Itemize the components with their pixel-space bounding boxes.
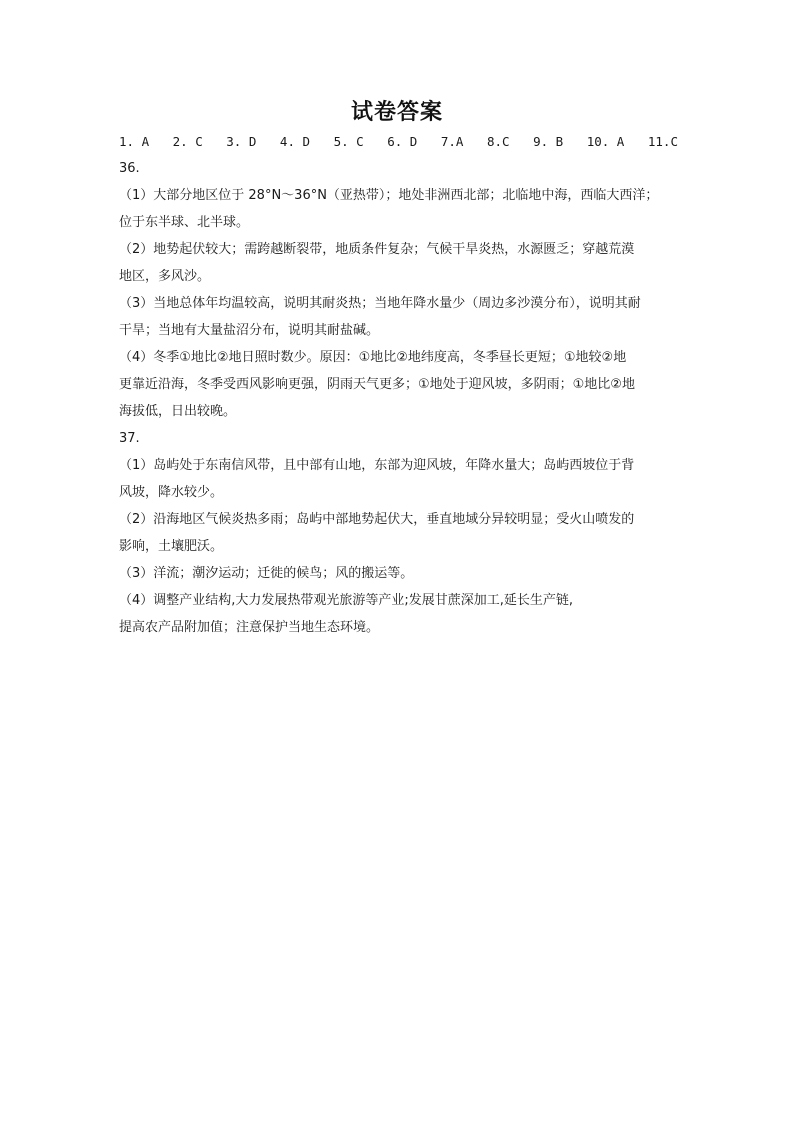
mc-answer: 7.A: [440, 134, 464, 149]
question-36-line: 干旱；当地有大量盐沼分布，说明其耐盐碱。: [119, 323, 380, 338]
mc-answer: 6. D: [387, 134, 418, 149]
mc-answer: 8.C: [486, 134, 510, 149]
question-36-line: （1）大部分地区位于 28°N～36°N（亚热带）；地处非洲西北部；北临地中海，西临大西洋；: [119, 188, 659, 203]
question-36-line: 位于东半球、北半球。: [119, 215, 250, 230]
question-37-line: 提高农产品附加值；注意保护当地生态环境。: [119, 620, 380, 635]
question-37-line: （1）岛屿处于东南信风带，且中部有山地，东部为迎风坡，年降水量大；岛屿西坡位于背: [119, 458, 635, 473]
question-36-line: 海拔低，日出较晚。: [119, 404, 237, 419]
mc-answer: 5. C: [333, 134, 364, 149]
mc-answer: 11.C: [647, 134, 678, 149]
mc-answer: 3. D: [226, 134, 257, 149]
question-36-line: （3）当地总体年均温较高，说明其耐炎热；当地年降水量少（周边多沙漠分布），说明其耐: [119, 296, 641, 311]
answer-body: [119, 128, 689, 641]
question-37-line: （4）调整产业结构,大力发展热带观光旅游等产业;发展甘蔗深加工,延长生产链,: [119, 593, 574, 608]
question-36-line: 更靠近沿海，冬季受西风影响更强，阴雨天气更多；①地处于迎风坡，多阴雨；①地比②地: [119, 377, 635, 392]
question-37-line: 风坡，降水较少。: [119, 485, 224, 500]
mc-answer: 4. D: [279, 134, 311, 149]
question-36-line: （2）地势起伏较大；需跨越断裂带，地质条件复杂；气候干旱炎热，水源匮乏；穿越荒漠: [119, 242, 635, 257]
mc-answer: 2. C: [172, 134, 203, 149]
question-36-number: 36.: [119, 161, 140, 176]
question-37-line: （3）洋流；潮汐运动；迁徙的候鸟；风的搬运等。: [119, 566, 414, 581]
question-36-line: （4）冬季①地比②地日照时数少。原因：①地比②地纬度高，冬季昼长更短；①地较②地: [119, 350, 627, 365]
question-37-number: 37.: [119, 431, 140, 446]
multiple-choice-answers: [119, 128, 689, 155]
page-title: 试卷答案: [350, 99, 443, 125]
mc-answer: 9. B: [533, 134, 564, 149]
mc-answer: 10. A: [586, 134, 625, 149]
mc-answer: 1. A: [119, 134, 150, 149]
question-37-line: （2）沿海地区气候炎热多雨；岛屿中部地势起伏大，垂直地域分异较明显；受火山喷发的: [119, 512, 635, 527]
question-37-line: 影响，土壤肥沃。: [119, 539, 224, 554]
question-36-line: 地区，多风沙。: [119, 269, 211, 284]
